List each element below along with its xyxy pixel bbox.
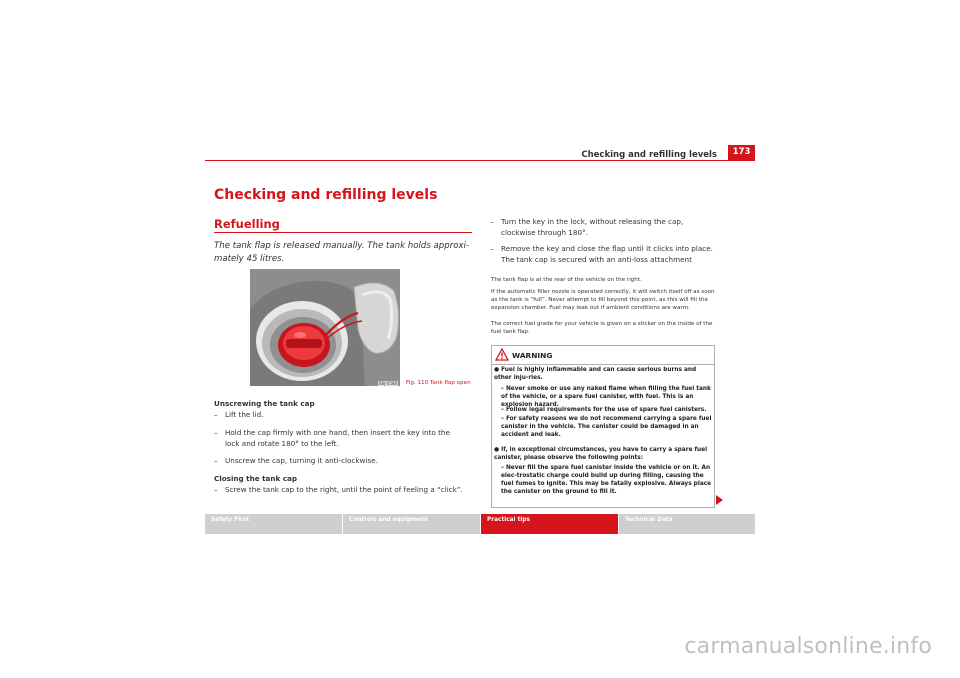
warning-divider — [491, 364, 715, 365]
closing-step-2: Turn the key in the lock, without releasing the cap, clockwise through 180°. — [501, 217, 684, 237]
footer-tab-safety-first[interactable]: Safety First — [211, 517, 250, 523]
tank-flap-illustration — [250, 269, 400, 386]
footer-tab-practical-tips[interactable]: Practical tips — [481, 514, 618, 534]
warning-title: WARNING — [512, 351, 553, 360]
running-header-title: Checking and refilling levels — [581, 150, 717, 160]
note-3: The correct fuel grade for your vehicle is given on a sticker on the inside of the fuel tank flap. — [491, 321, 713, 336]
section-title: Refuelling — [214, 217, 280, 231]
warning-sub-2-1: – Never fill the spare fuel canister inside the vehicle or on it. An elec-trostatic charge could build up during filling, causing the fuel fumes to ignite. This may be fatally explosive. Always place the canister on the ground to fill it. — [501, 465, 712, 496]
unscrew-step-1: Lift the lid. — [225, 410, 264, 419]
warning-sub-1-2: – Follow legal requirements for the use of spare fuel canisters. — [501, 407, 707, 413]
footer-nav — [205, 514, 755, 534]
unscrew-step-2: Hold the cap firmly with one hand, then insert the key into the lock and rotate 180° to the left. — [225, 428, 450, 448]
closing-step-3: Remove the key and close the flap until it clicks into place. The tank cap is secured with an anti-loss attachment — [501, 244, 713, 264]
closing-steps-continued: – Turn the key in the lock, without releasing the cap, clockwise through 180°. – Remove the key and close the flap until it clicks into place. The tank cap is secured with an anti-loss attachment — [490, 217, 713, 264]
closing-heading: Closing the tank cap — [214, 474, 298, 483]
watermark: carmanualsonline.info — [684, 634, 932, 659]
unscrew-step-3: Unscrew the cap, turning it anti-clockwise. — [225, 456, 378, 465]
continue-arrow-icon[interactable] — [716, 495, 723, 505]
note-2: If the automatic filler nozzle is operated correctly, it will switch itself off as soon as the tank is “full”. Never attempt to fill beyond this point, as this will fill the expansion chamber. Fuel may leak out if ambient conditions are warm. — [491, 289, 715, 312]
page-number: 173 — [728, 145, 755, 160]
figure-code: B6J-0568 — [379, 381, 397, 386]
figure-caption: Fig. 110 Tank flap open — [406, 380, 471, 386]
unscrewing-steps: – Lift the lid. – Hold the cap firmly with one hand, then insert the key into the lock and rotate 180° to the left. – Unscrew the cap, turning it anti-clockwise. — [214, 410, 450, 465]
warning-sub-1-1: – Never smoke or use any naked flame when filling the fuel tank of the vehicle, or a spare fuel canister, with fuel. This is an explosion hazard. — [501, 386, 711, 409]
bullet-icon: ● — [494, 447, 500, 453]
footer-tab-technical-data[interactable]: Technical Data — [625, 517, 673, 523]
warning-sub-1-3: – For safety reasons we do not recommend carrying a spare fuel canister in the vehicle. The canister could be damaged in an accident and leak. — [501, 416, 712, 439]
unscrewing-heading: Unscrewing the tank cap — [214, 399, 315, 408]
chapter-title: Checking and refilling levels — [214, 187, 438, 203]
warning-bullet-2: ● If, in exceptional circumstances, you have to carry a spare fuel canister, please observe the following points: — [494, 447, 708, 462]
section-rule — [214, 232, 472, 233]
warning-triangle-icon — [495, 348, 509, 361]
bullet-icon: ● — [494, 367, 500, 373]
section-lead: The tank flap is released manually. The tank holds approxi-mately 45 litres. — [214, 241, 470, 264]
warning-bullet-1: ● Fuel is highly inflammable and can cause serious burns and other inju-ries. — [494, 367, 697, 382]
header-rule — [205, 160, 755, 161]
footer-tab-controls[interactable]: Controls and equipment — [349, 517, 428, 523]
note-1: The tank flap is at the rear of the vehicle on the right. — [491, 277, 642, 283]
tank-flap-figure — [250, 269, 400, 386]
